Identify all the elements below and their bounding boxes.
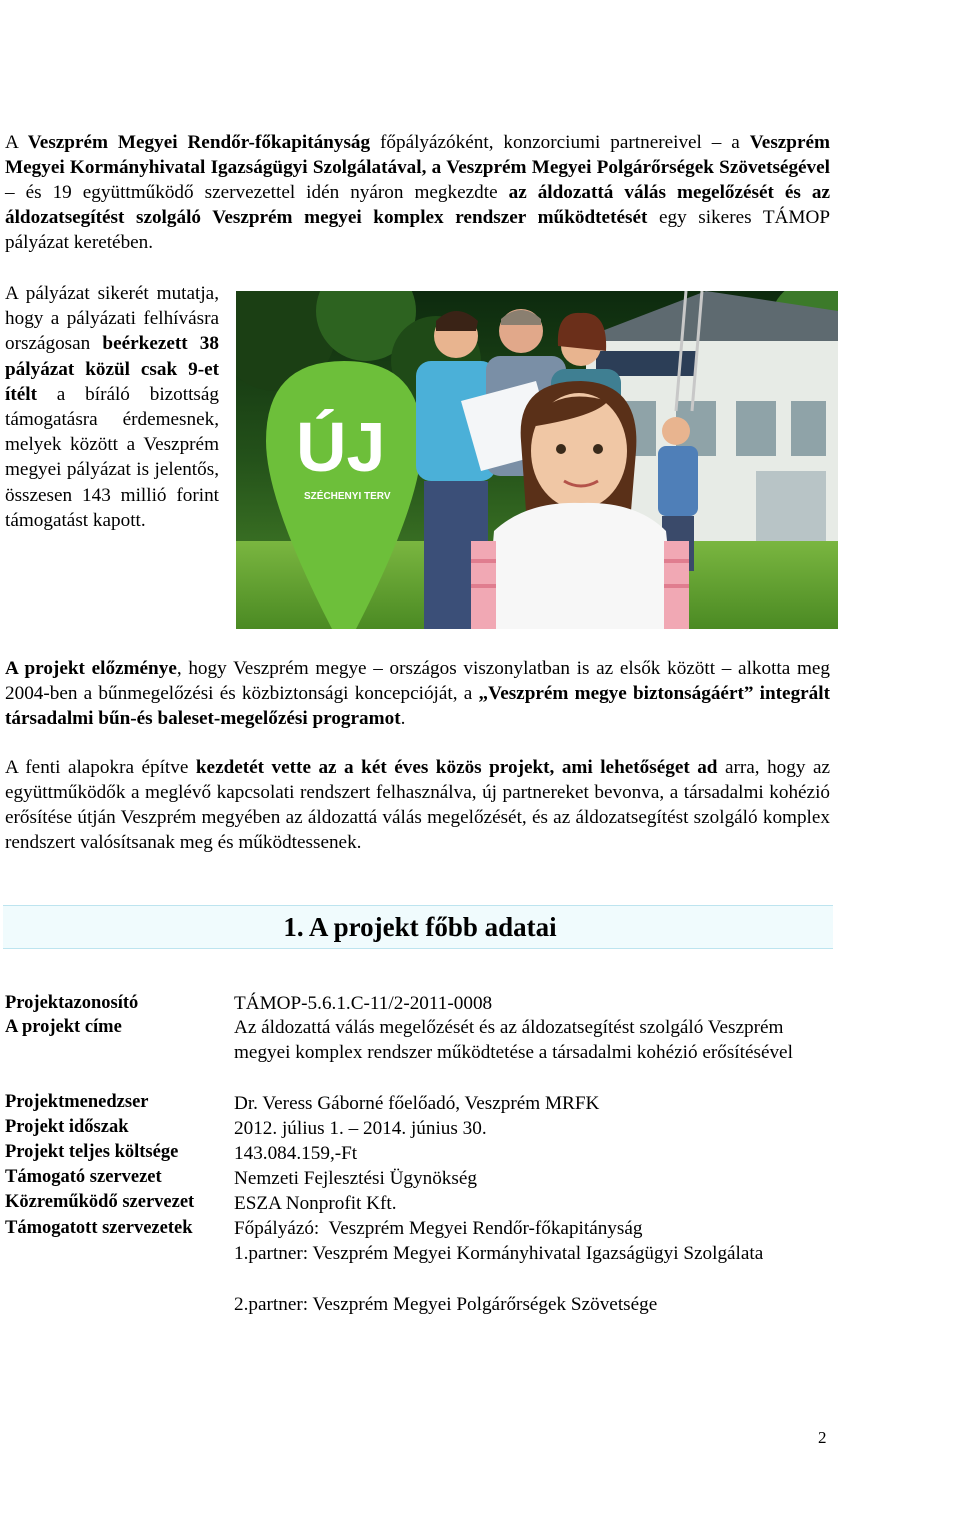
project-start-paragraph: A fenti alapokra építve kezdetét vette az a két éves közös projekt, ami lehetőséget ad arra, hogy az együttműködők a meglévő kapcsolati rendszert felhasználva, új partnereket bevonva, a társadalmi kohézió erősítése útján Veszprém megyében az áldozattá válás megelőzését, és az áldozatsegítést szolgáló komplex rendszert valósítsanak meg és működtessenek.: [5, 757, 830, 853]
project-period-label: Projekt időszak: [5, 1117, 129, 1137]
partner-2-value: 2.partner: Veszprém Megyei Polgárőrségek Szövetsége: [234, 1294, 658, 1315]
funder-value: Nemzeti Fejlesztési Ügynökség: [234, 1168, 477, 1189]
intermediary-label: Közreműködő szervezet: [5, 1192, 195, 1212]
new-szechenyi-plan-logo-subtext: SZÉCHENYI TERV: [304, 491, 391, 502]
intro-paragraph: A Veszprém Megyei Rendőr-főkapitányság főpályázóként, konzorciumi partnereivel – a Veszprém Megyei Kormányhivatal Igazságügyi Szolgálatával, a Veszprém Megyei Polgárőrségek Szövetségével – és 19 együttműködő szervezettel idén nyáron megkezdte az áldozattá válás megelőzését és az áldozatsegítést szolgáló Veszprém megyei komplex rendszer működtetését egy sikeres TÁMOP pályázat keretében.: [5, 132, 830, 253]
intermediary-value: ESZA Nonprofit Kft.: [234, 1193, 397, 1214]
lead-applicant-value: Főpályázó: Veszprém Megyei Rendőr-főkapitányság: [234, 1218, 643, 1239]
section-title: 1. A projekt főbb adatai: [283, 912, 557, 942]
supported-orgs-label: Támogatott szervezetek: [5, 1218, 193, 1238]
project-manager-label: Projektmenedzser: [5, 1092, 149, 1112]
project-period-value: 2012. július 1. – 2014. június 30.: [234, 1118, 487, 1139]
project-cost-label: Projekt teljes költsége: [5, 1142, 179, 1162]
section-heading-box: [3, 905, 833, 949]
history-paragraph: A projekt előzménye, hogy Veszprém megye – országos viszonylatban is az elsők között – alkotta meg 2004-ben a bűnmegelőzési és közbiztonsági koncepcióját, a „Veszprém megye biztonságáért” integrált társadalmi bűn-és baleset-megelőzési programot.: [5, 658, 831, 729]
project-title-value: Az áldozattá válás megelőzését és az áldozatsegítést szolgáló Veszprém megyei komplex rendszer működtetése a társadalmi kohézió erősítésével: [234, 1017, 793, 1063]
new-szechenyi-plan-logo-text: ÚJ: [296, 408, 386, 486]
project-id-value: TÁMOP-5.6.1.C-11/2-2011-0008: [234, 993, 493, 1014]
funder-label: Támogató szervezet: [5, 1167, 162, 1187]
project-id-label: Projektazonosító: [5, 993, 139, 1013]
project-manager-value: Dr. Veress Gáborné főelőadó, Veszprém MRFK: [234, 1093, 600, 1114]
partner-1-value: 1.partner: Veszprém Megyei Kormányhivatal Igazságügyi Szolgálata: [234, 1243, 764, 1264]
family-photo: [236, 291, 838, 629]
page-number: 2: [818, 1428, 827, 1447]
project-title-label: A projekt címe: [5, 1017, 122, 1037]
success-paragraph: A pályázat sikerét mutatja, hogy a pályázati felhívásra országosan beérkezett 38 pályázat közül csak 9-et ítélt a bíráló bizottság támogatásra érdemesnek, melyek között a Veszprém megyei pályázat is jelentős, összesen 143 millió forint támogatást kapott.: [5, 283, 219, 531]
project-cost-value: 143.084.159,-Ft: [234, 1143, 358, 1164]
